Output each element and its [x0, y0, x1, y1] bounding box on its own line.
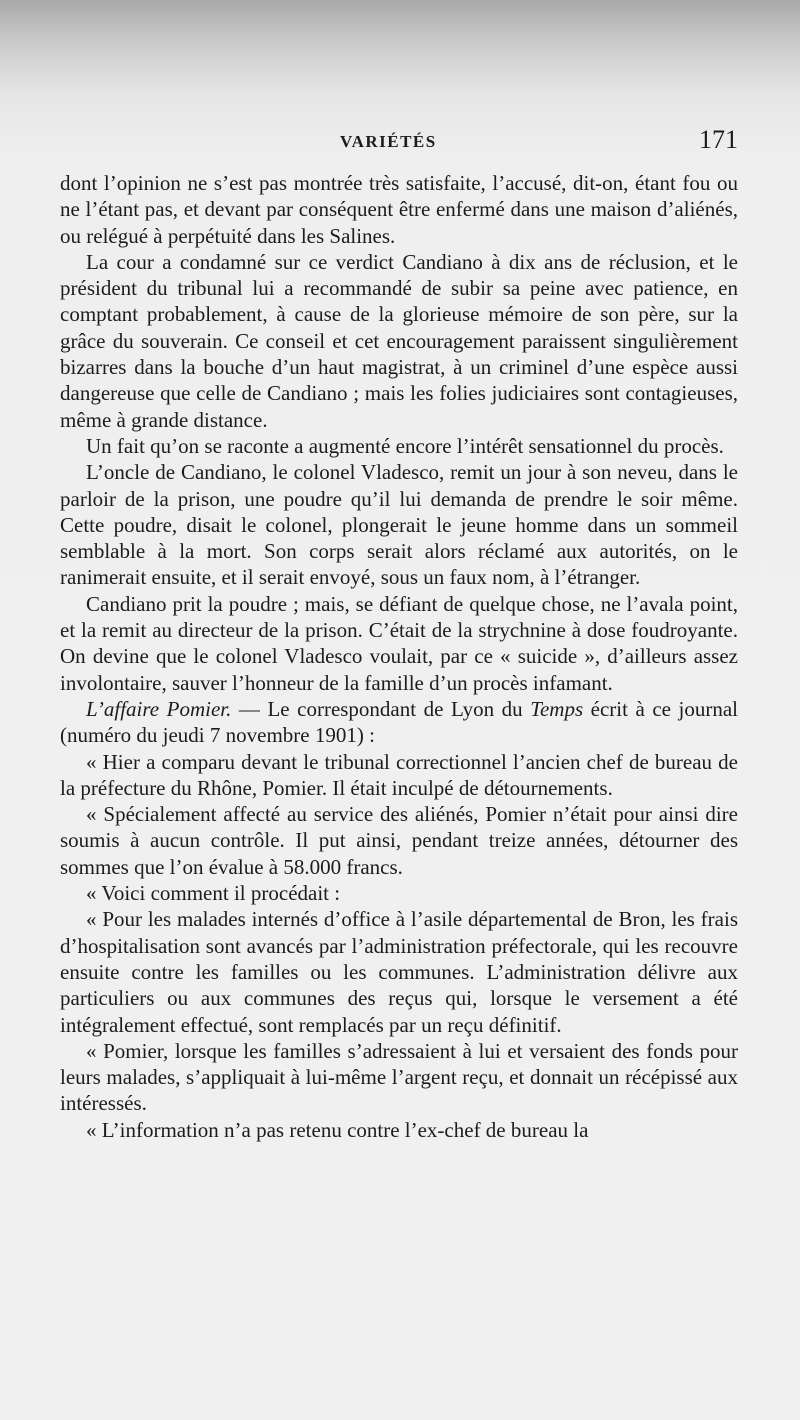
- paragraph-continuation: dont l’opinion ne s’est pas montrée très satisfaite, l’accusé, dit-on, étant fou ou ne l’étant pas, et devant par conséquent être enfermé dans une maison d’aliénés, ou relégué à perpétuité dans les Salines.: [60, 171, 738, 248]
- body-text: [60, 170, 738, 1143]
- pomier-intro-after: écrit à ce journal (numéro du jeudi 7 novembre 1901) :: [60, 696, 738, 748]
- page-header: [60, 125, 738, 158]
- newspaper-name: Temps: [530, 696, 584, 721]
- paragraph-pomier-intro: [60, 696, 738, 749]
- quote-paragraph-method: « Voici comment il procédait :: [86, 881, 341, 906]
- quote-paragraph-receipts: « Pomier, lorsque les familles s’adressaient à lui et versaient des fonds pour leurs malades, s’appliquait à lui-même l’argent reçu, et donnait un récépissé aux intéressés.: [60, 1038, 738, 1116]
- paragraph-verdict: La cour a condamné sur ce verdict Candiano à dix ans de réclusion, et le président du tribunal lui a recommandé de subir sa peine avec patience, en comptant probablement, à cause de la glorieuse mémoire de son père, sur la grâce du souverain. Ce conseil et cet encouragement paraissent singulièrement bizarres dans la bouche d’un haut magistrat, à un criminel d’une espèce aussi dangereuse que celle de Candiano ; mais les folies judiciaires sont contagieuses, même à grande distance.: [60, 249, 738, 432]
- paragraph-strychnine: Candiano prit la poudre ; mais, se défiant de quelque chose, ne l’avala point, et la remit au directeur de la prison. C’était de la strychnine à dose foudroyante. On devine que le colonel Vladesco voulait, par ce « suicide », d’ailleurs assez involontaire, sauver l’honneur de la famille d’un procès infamant.: [60, 591, 738, 695]
- running-title: VARIÉTÉS: [340, 132, 437, 151]
- quote-paragraph-amount: « Spécialement affecté au service des aliénés, Pomier n’était pour ainsi dire soumis à aucun contrôle. Il put ainsi, pendant treize années, détourner des sommes que l’on évalue à 58.000 francs.: [60, 802, 738, 879]
- quote-paragraph-hearing: « Hier a comparu devant le tribunal correctionnel l’ancien chef de bureau de la préfecture du Rhône, Pomier. Il était inculpé de détournements.: [60, 749, 738, 800]
- quote-paragraph-procedure: « Pour les malades internés d’office à l’asile départemental de Bron, les frais d’hospitalisation sont avancés par l’administration préfectorale, qui les recouvre ensuite contre les familles ou les communes. L’administration délivre aux particuliers ou aux communes des reçus qui, lorsque le versement a été intégralement effectué, sont remplacés par un reçu définitif.: [60, 907, 738, 1037]
- quote-paragraph-information: « L’information n’a pas retenu contre l’ex-chef de bureau la: [86, 1117, 589, 1142]
- paragraph-uncle-poison: L’oncle de Candiano, le colonel Vladesco, remit un jour à son neveu, dans le parloir de la prison, une poudre qu’il lui demanda de prendre le soir même. Cette poudre, disait le colonel, plongerait le jeune homme dans un sommeil semblable à la mort. Son corps serait alors réclamé aux autorités, on le ranimerait ensuite, et il serait envoyé, sous un faux nom, à l’étranger.: [60, 460, 738, 590]
- section-title-pomier: L’affaire Pomier.: [86, 696, 232, 721]
- page-number: 171: [699, 125, 738, 154]
- pomier-intro-before: — Le correspondant de Lyon du: [231, 696, 531, 721]
- paragraph-sensational-fact: Un fait qu’on se raconte a augmenté encore l’intérêt sensationnel du procès.: [86, 433, 724, 458]
